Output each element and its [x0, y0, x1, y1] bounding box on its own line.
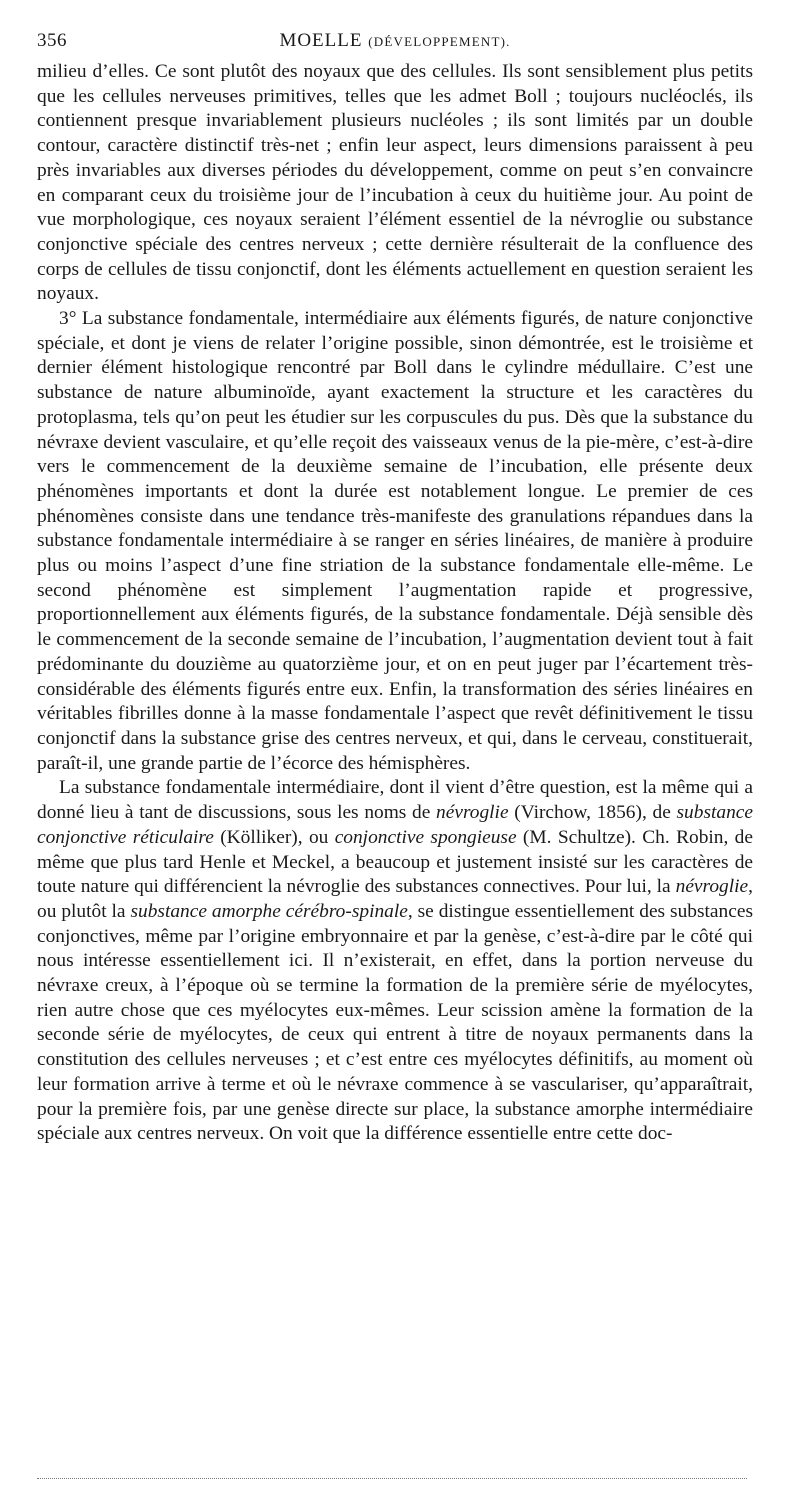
italic-term: substance amorphe cérébro-spinale — [130, 900, 408, 922]
body-text — [37, 60, 753, 1147]
italic-term: substance conjonctive réticulaire — [37, 802, 753, 848]
text-run: La substance fondamentale intermédiaire, dont il vient d’être question, est la même qui a donné lieu à tant de discussions, sous les noms de — [37, 777, 753, 824]
page-number: 356 — [37, 30, 67, 51]
running-header — [37, 30, 753, 60]
footer-rule — [37, 1478, 747, 1479]
text-run: , ou plutôt la — [37, 876, 753, 922]
running-title-sub: (DÉVELOPPEMENT). — [368, 34, 511, 49]
text-run: (M. Schultze). Ch. Robin, de même que plus tard Henle et Meckel, a beaucoup et justement insisté sur les caractères de toute nature qui différencient la névroglie des substances connectives. Pour lui, la — [37, 826, 753, 898]
document-page — [37, 30, 753, 1147]
text-run: (Virchow, 1856), de — [508, 802, 677, 824]
running-title — [97, 30, 753, 52]
paragraph-continuation: milieu d’elles. Ce sont plutôt des noyaux que des cellules. Ils sont sensiblement plus petits que les cellules nerveuses primitives, telles que les admet Boll ; toujours nucléoclés, ils contiennent presque invariablement plusieurs nucléoles ; ils sont limités par un double contour, caractère distinctif très-net ; enfin leur aspect, leurs dimensions paraissent à peu près invariables aux diverses périodes du développement, comme on peut s’en convaincre en comparant ceux du troisième jour de l’incubation à ceux du huitième jour. Au point de vue morphologique, ces noyaux seraient l’élément essentiel de la névroglie ou substance conjonctive spéciale des centres nerveux ; cette dernière résulterait de la confluence des corps de cellules de tissu conjonctif, dont les éléments actuellement en question seraient les noyaux. — [37, 61, 753, 305]
paragraph-substance-fondamentale: 3° La substance fondamentale, intermédiaire aux éléments figurés, de nature conjonctive spéciale, et dont je viens de relater l’origine possible, sinon démontrée, est le troisième et dernier élément histologique rencontré par Boll dans le cylindre médullaire. C’est une substance de nature albuminoïde, ayant exactement la structure et les caractères du protoplasma, tels qu’on peut les étudier sur les corpuscules du pus. Dès que la substance du névraxe devient vasculaire, et qu’elle reçoit des vaisseaux venus de la pie-mère, c’est-à-dire vers le commencement de la deuxième semaine de l’incubation, elle présente deux phénomènes importants et dont la durée est notablement longue. Le premier de ces phénomènes consiste dans une tendance très-manifeste des granulations répandues dans la substance fondamentale intermédiaire à se ranger en séries linéaires, de manière à produire plus ou moins l’aspect d’une fine striation de la substance fondamentale elle-même. Le second phénomène est simplement l’augmentation rapide et progressive, proportionnellement aux éléments figurés, de la substance fondamentale. Déjà sensible dès le commencement de la seconde semaine de l’incubation, l’augmentation devient tout à fait prédominante du douzième au quatorzième jour, et on en peut juger par l’écartement très-considérable des éléments figurés entre eux. Enfin, la transformation des séries linéaires en véritables fibrilles donne à la masse fondamentale l’aspect que revêt définitivement le tissu conjonctif dans la substance grise des centres nerveux, et qui, dans le cerveau, constituerait, paraît-il, une grande partie de l’écorce des hémisphères. — [37, 308, 753, 774]
text-run: , se distingue essentiellement des substances conjonctives, même par l’origine embryonnaire et par la genèse, c’est-à-dire par le côté qui nous intéresse essentiellement ici. Il n’existerait, en effet, dans la portion nerveuse du névraxe creux, à l’époque où se termine la formation de la première série de myélocytes, rien autre chose que ces myélocytes eux-mêmes. Leur scission amène la formation de la seconde série de myélocytes, de ceux qui entrent à titre de noyaux permanents dans la constitution des cellules nerveuses ; et c’est entre ces myélocytes définitifs, au moment où leur formation arrive à terme et où le névraxe commence à se vasculariser, qu’apparaîtrait, pour la première fois, par une genèse directe sur place, la substance amorphe intermédiaire spéciale aux centres nerveux. On voit que la différence essentielle entre cette doc- — [37, 900, 753, 1145]
italic-term: névroglie — [675, 876, 749, 898]
italic-term: conjonctive spongieuse — [334, 826, 517, 848]
italic-term: névroglie — [436, 802, 509, 824]
paragraph-nevroglie — [37, 776, 753, 1147]
running-title-main: MOELLE — [279, 30, 363, 51]
text-run: (Kölliker), ou — [213, 826, 335, 848]
